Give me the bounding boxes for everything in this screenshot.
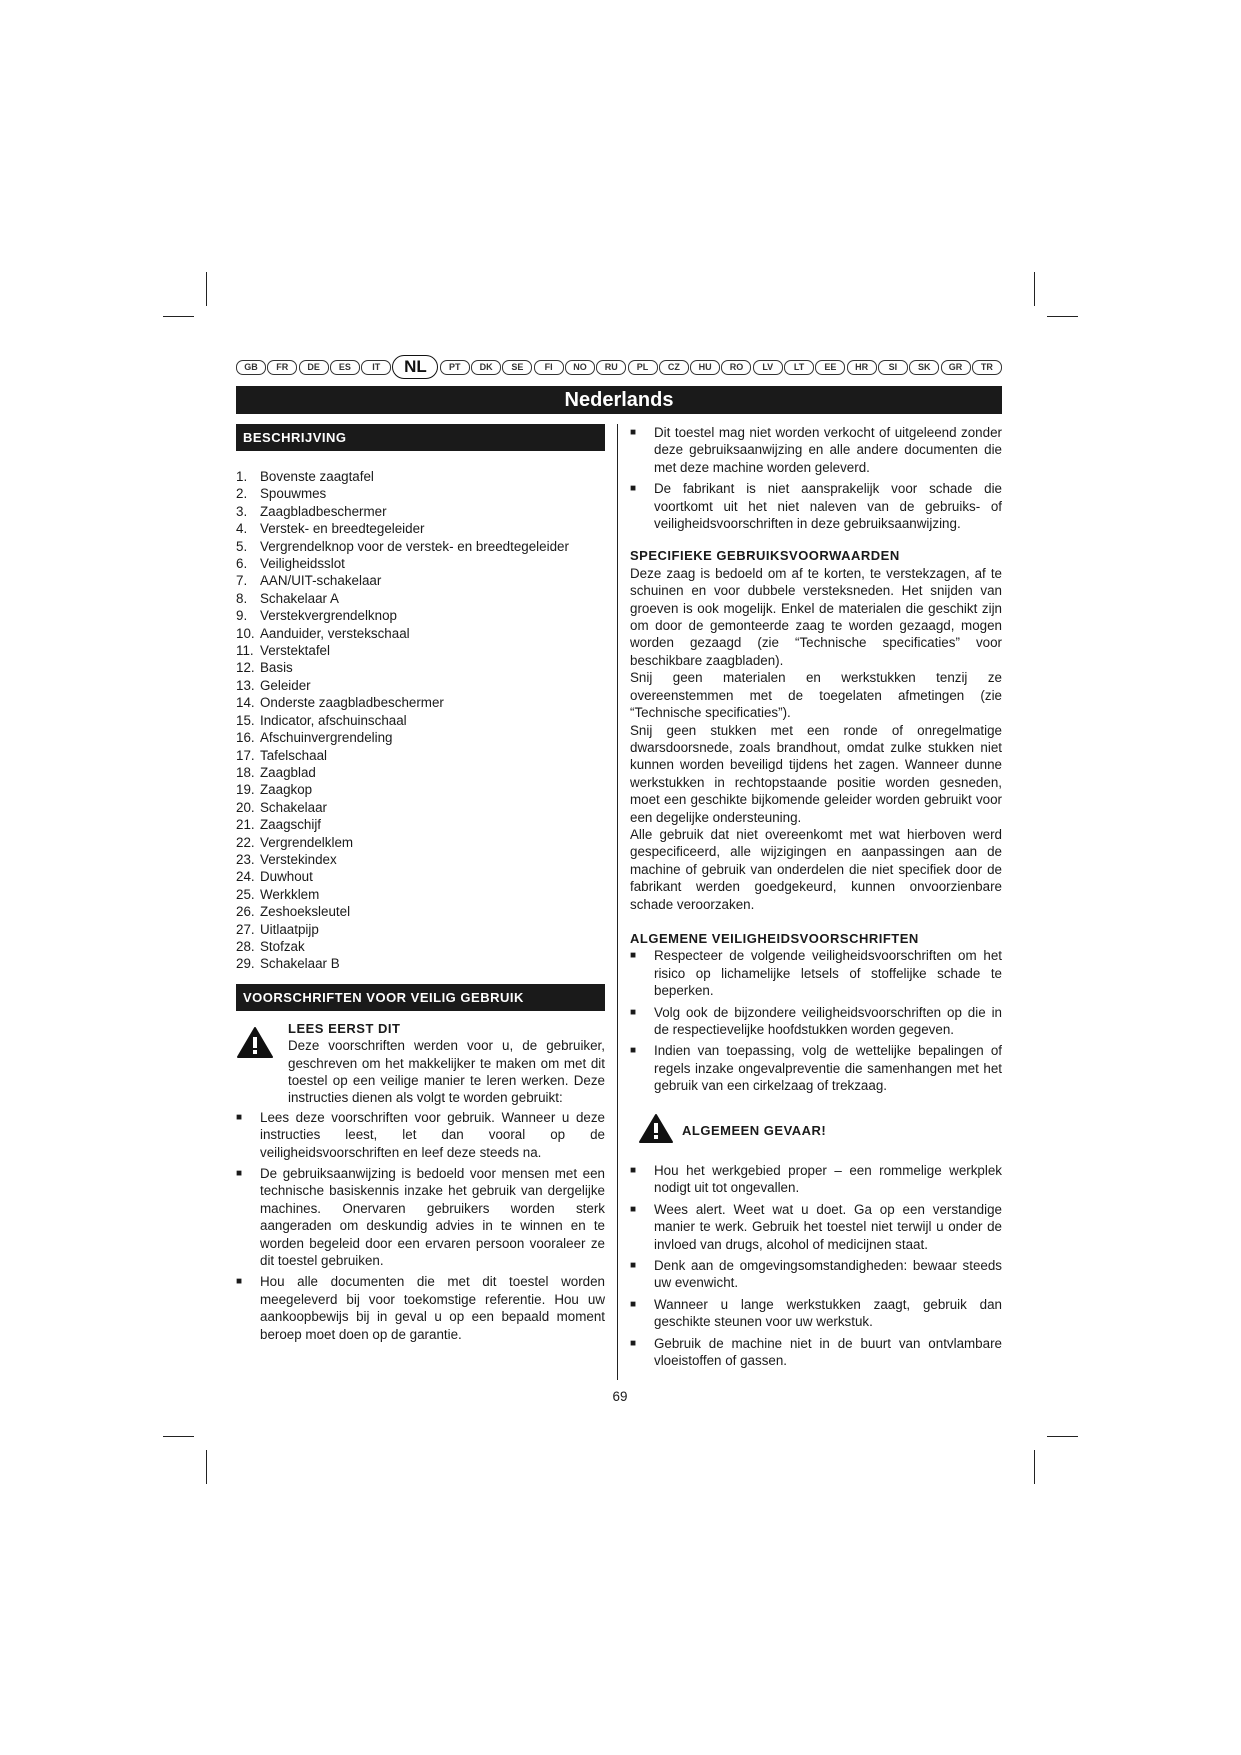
language-de: DE xyxy=(299,360,329,375)
item-label: Spouwmes xyxy=(260,486,327,502)
general-danger-title: ALGEMEEN GEVAAR! xyxy=(682,1122,827,1138)
bullet-text: Denk aan de omgevingsomstandigheden: bewaar steeds uw evenwicht. xyxy=(654,1258,1002,1291)
language-se: SE xyxy=(502,360,532,375)
item-label: Zaagkop xyxy=(260,782,313,798)
parts-list-item xyxy=(236,764,605,781)
item-label: Werkklem xyxy=(260,886,320,902)
language-fi: FI xyxy=(534,360,564,375)
bullet-item xyxy=(630,1257,1002,1292)
parts-list-item xyxy=(236,538,605,555)
item-number: 16. xyxy=(236,730,255,746)
square-bullet-icon: ■ xyxy=(630,1203,637,1215)
language-lv: LV xyxy=(753,360,783,375)
bullet-text: De gebruiksaanwijzing is bedoeld voor mensen met een technische basiskennis inzake het gebruik van dergelijke machines. Onervaren gebruikers worden sterk aangeraden om deskundig advies in te winnen en te worden begeleid door een ervaren persoon vooraleer ze dit toestel gebruiken. xyxy=(260,1166,605,1269)
bullet-item xyxy=(630,1162,1002,1197)
item-label: Zaagbladbeschermer xyxy=(260,503,387,519)
page-number: 69 xyxy=(612,1389,628,1404)
square-bullet-icon: ■ xyxy=(630,1260,637,1272)
section-heading-voorschriften: VOORSCHRIFTEN VOOR VEILIG GEBRUIK xyxy=(236,984,605,1011)
item-label: Veiligheidsslot xyxy=(260,556,345,572)
square-bullet-icon: ■ xyxy=(630,1165,637,1177)
paragraph: Alle gebruik dat niet overeenkomt met wat hierboven werd gespecificeerd, alle wijzigingen en aanpassingen aan de machine of gebruik van onderdelen die niet specifiek door de fabrikant werden goedgekeurd, kunnen onvoorzienbare schade veroorzaken. xyxy=(630,826,1002,912)
bullet-item xyxy=(236,1165,605,1269)
item-number: 3. xyxy=(236,503,248,519)
item-number: 27. xyxy=(236,921,255,937)
item-number: 20. xyxy=(236,799,255,815)
item-number: 1. xyxy=(236,469,248,484)
language-pl: PL xyxy=(628,360,658,375)
parts-list-item xyxy=(236,886,605,903)
bullet-text: Hou alle documenten die met dit toestel worden meegeleverd bij voor toekomstige referentie. Hou uw aankoopbewijs bij in geval u op een bepaald moment beroep moet doen op de garantie. xyxy=(260,1274,605,1342)
column-divider xyxy=(617,424,618,1380)
item-label: Uitlaatpijp xyxy=(260,921,319,937)
square-bullet-icon: ■ xyxy=(630,427,637,438)
bullet-item xyxy=(630,424,1002,476)
parts-list-item xyxy=(236,903,605,920)
bullet-item xyxy=(236,1109,605,1161)
parts-list-item xyxy=(236,868,605,885)
language-lt: LT xyxy=(784,360,814,375)
section-heading-algemene: ALGEMENE VEILIGHEIDSVOORSCHRIFTEN xyxy=(630,930,919,946)
item-number: 10. xyxy=(236,625,255,641)
warning-triangle-icon xyxy=(236,1020,288,1107)
usage-bullets xyxy=(236,1109,605,1343)
parts-list-item xyxy=(236,520,605,537)
parts-list-item xyxy=(236,955,605,972)
general-danger-bullets xyxy=(630,1162,1002,1369)
parts-list-item xyxy=(236,799,605,816)
parts-list-item xyxy=(236,642,605,659)
bullet-text: Dit toestel mag niet worden verkocht of uitgeleend zonder deze gebruiksaanwijzing en alle andere documenten die met deze machine worden geleverd. xyxy=(654,425,1002,475)
parts-list-item xyxy=(236,555,605,572)
crop-mark xyxy=(1034,272,1035,306)
language-ee: EE xyxy=(815,360,845,375)
item-number: 8. xyxy=(236,590,248,606)
bullet-text: Indien van toepassing, volg de wettelijke bepalingen of regels inzake ongevalpreventie die samenhangen met het gebruik van een cirkelzaag of trekzaag. xyxy=(654,1043,1002,1094)
item-number: 13. xyxy=(236,677,255,693)
bullet-item xyxy=(630,1201,1002,1253)
language-ru: RU xyxy=(596,360,626,375)
section-heading-beschrijving: BESCHRIJVING xyxy=(236,424,605,451)
item-label: Schakelaar A xyxy=(260,590,339,606)
specific-conditions-text xyxy=(630,565,1002,913)
item-number: 18. xyxy=(236,764,255,780)
right-column xyxy=(630,424,1002,1374)
language-si: SI xyxy=(878,360,908,375)
parts-list-item xyxy=(236,468,605,485)
item-label: Verstek- en breedtegeleider xyxy=(260,521,425,537)
parts-list-item xyxy=(236,712,605,729)
square-bullet-icon: ■ xyxy=(630,483,637,495)
square-bullet-icon: ■ xyxy=(630,1045,637,1057)
bullet-item xyxy=(630,1296,1002,1331)
item-label: Schakelaar B xyxy=(260,956,340,972)
item-number: 6. xyxy=(236,556,248,572)
language-gr: GR xyxy=(941,360,971,375)
parts-list-item xyxy=(236,851,605,868)
read-first-text: Deze voorschriften werden voor u, de gebruiker, geschreven om het makkelijker te maken om met dit toestel op een veilige manier te leren werken. Deze instructies dienen als volgt te worden gebruikt: xyxy=(288,1038,605,1106)
item-label: Afschuinvergrendeling xyxy=(260,730,393,746)
item-number: 11. xyxy=(236,643,254,659)
language-hr: HR xyxy=(847,360,877,375)
bullet-text: Respecteer de volgende veiligheidsvoorschriften om het risico op lichamelijke letsels of stoffelijke schade te beperken. xyxy=(654,948,1002,999)
item-number: 19. xyxy=(236,782,255,798)
language-sk: SK xyxy=(909,360,939,375)
language-it: IT xyxy=(361,360,391,375)
item-label: Verstekvergrendelknop xyxy=(260,608,397,624)
item-number: 14. xyxy=(236,695,255,711)
bullet-item xyxy=(630,947,1002,999)
read-first-title: LEES EERST DIT xyxy=(288,1020,401,1036)
bullet-text: Wanneer u lange werkstukken zaagt, gebruik dan geschikte steunen voor uw werkstuk. xyxy=(654,1296,1002,1330)
paragraph: Snij geen stukken met een ronde of onregelmatige dwarsdoorsnede, zoals brandhout, omdat zulke stukken niet kunnen worden beveiligd tijdens het zagen. Wanneer dunne werkstukken in rechtopstaande positie worden gesneden, moet een geschikte bijkomende geleider worden gebruikt voor een degelijke ondersteuning. xyxy=(630,722,1002,825)
item-number: 24. xyxy=(236,869,255,885)
top-bullets xyxy=(630,424,1002,532)
parts-list-item xyxy=(236,607,605,624)
square-bullet-icon: ■ xyxy=(236,1111,243,1123)
item-number: 5. xyxy=(236,538,248,554)
crop-mark xyxy=(206,272,207,306)
item-label: Schakelaar xyxy=(260,799,327,815)
item-label: Vergrendelklem xyxy=(260,834,354,850)
item-label: Zaagblad xyxy=(260,764,316,780)
item-label: Duwhout xyxy=(260,869,313,885)
parts-list-item xyxy=(236,921,605,938)
item-number: 17. xyxy=(236,747,255,763)
item-number: 21. xyxy=(236,817,255,833)
page-title: Nederlands xyxy=(236,386,1002,414)
read-first-block xyxy=(236,1020,605,1107)
item-number: 2. xyxy=(236,486,248,502)
parts-list-item xyxy=(236,677,605,694)
item-number: 26. xyxy=(236,904,255,920)
parts-list xyxy=(236,468,605,973)
language-nl: NL xyxy=(392,355,438,379)
item-label: Verstektafel xyxy=(260,643,330,659)
crop-mark xyxy=(1047,316,1078,317)
item-label: Indicator, afschuinschaal xyxy=(260,712,407,728)
language-bar xyxy=(236,355,1002,379)
parts-list-item xyxy=(236,816,605,833)
bullet-item xyxy=(630,480,1002,532)
square-bullet-icon: ■ xyxy=(236,1276,243,1288)
crop-mark xyxy=(163,1436,194,1437)
item-label: Zeshoeksleutel xyxy=(260,904,351,920)
item-number: 9. xyxy=(236,608,248,624)
item-number: 25. xyxy=(236,886,255,902)
language-es: ES xyxy=(330,360,360,375)
item-label: Zaagschijf xyxy=(260,817,322,833)
paragraph: Deze zaag is bedoeld om af te korten, te verstekzagen, af te schuinen en voor dubbele versteksneden. Het snijden van groeven is ook mogelijk. Enkel de materialen die geschikt zijn om door de gemonteerde zaag te worden gezaagd, mogen worden gezaagd (zie “Technische specificaties” voor beschikbare zaagbladen). xyxy=(630,565,1002,668)
bullet-text: Volg ook de bijzondere veiligheidsvoorschriften op die in de respectievelijke hoofdstukken worden gegeven. xyxy=(654,1004,1002,1037)
square-bullet-icon: ■ xyxy=(630,1298,637,1310)
bullet-text: De fabrikant is niet aansprakelijk voor schade die voortkomt uit het niet naleven van de gebruiks- of veiligheidsvoorschriften in deze gebruiksaanwijzing. xyxy=(654,481,1002,532)
item-label: Onderste zaagbladbeschermer xyxy=(260,695,444,711)
item-label: Verstekindex xyxy=(260,851,337,867)
square-bullet-icon: ■ xyxy=(236,1168,243,1180)
warning-triangle-icon xyxy=(638,1113,674,1148)
item-label: Tafelschaal xyxy=(260,747,327,763)
language-tr: TR xyxy=(972,360,1002,375)
parts-list-item xyxy=(236,938,605,955)
parts-list-item xyxy=(236,572,605,589)
language-hu: HU xyxy=(690,360,720,375)
item-number: 15. xyxy=(236,712,255,728)
section-heading-specifieke: SPECIFIEKE GEBRUIKSVOORWAARDEN xyxy=(630,548,900,564)
bullet-text: Gebruik de machine niet in de buurt van ontvlambare vloeistoffen of gassen. xyxy=(654,1335,1002,1369)
item-number: 29. xyxy=(236,956,255,972)
paragraph: Snij geen materialen en werkstukken tenzij ze overeenstemmen met de toegelaten afmetingen (zie “Technische specificaties”). xyxy=(630,670,1002,721)
item-label: Vergrendelknop voor de verstek- en breedtegeleider xyxy=(260,538,569,554)
crop-mark xyxy=(206,1450,207,1484)
left-column xyxy=(236,424,605,1347)
item-number: 22. xyxy=(236,834,255,850)
bullet-item xyxy=(630,1004,1002,1039)
parts-list-item xyxy=(236,781,605,798)
square-bullet-icon: ■ xyxy=(630,1337,637,1349)
crop-mark xyxy=(1047,1436,1078,1437)
item-label: Basis xyxy=(260,660,293,676)
language-pt: PT xyxy=(440,360,470,375)
bullet-item xyxy=(630,1335,1002,1370)
language-gb: GB xyxy=(236,360,266,375)
bullet-item xyxy=(630,1042,1002,1094)
parts-list-item xyxy=(236,729,605,746)
bullet-text: Lees deze voorschriften voor gebruik. Wanneer u deze instructies leest, let dan vooral op de veiligheidsvoorschriften en leef deze steeds na. xyxy=(260,1109,605,1160)
item-number: 12. xyxy=(236,660,255,676)
item-number: 7. xyxy=(236,573,248,589)
parts-list-item xyxy=(236,834,605,851)
item-label: Bovenste zaagtafel xyxy=(260,469,374,484)
item-number: 23. xyxy=(236,851,255,867)
parts-list-item xyxy=(236,590,605,607)
parts-list-item xyxy=(236,747,605,764)
parts-list-item xyxy=(236,659,605,676)
item-number: 28. xyxy=(236,938,255,954)
item-number: 4. xyxy=(236,521,248,537)
language-no: NO xyxy=(565,360,595,375)
bullet-item xyxy=(236,1273,605,1343)
item-label: Geleider xyxy=(260,677,311,693)
square-bullet-icon: ■ xyxy=(630,950,637,962)
language-dk: DK xyxy=(471,360,501,375)
language-cz: CZ xyxy=(659,360,689,375)
general-safety-bullets xyxy=(630,947,1002,1094)
general-danger-heading xyxy=(638,1113,1002,1148)
square-bullet-icon: ■ xyxy=(630,1006,637,1018)
language-ro: RO xyxy=(721,360,751,375)
bullet-text: Wees alert. Weet wat u doet. Ga op een verstandige manier te werk. Gebruik het toestel niet terwijl u onder de invloed van drugs, alcohol of medicijnen staat. xyxy=(654,1201,1002,1252)
item-label: AAN/UIT-schakelaar xyxy=(260,573,382,589)
item-label: Stofzak xyxy=(260,938,305,954)
parts-list-item xyxy=(236,625,605,642)
language-fr: FR xyxy=(267,360,297,375)
parts-list-item xyxy=(236,694,605,711)
bullet-text: Hou het werkgebied proper – een rommelige werkplek nodigt uit tot ongevallen. xyxy=(654,1163,1002,1196)
crop-mark xyxy=(1034,1450,1035,1484)
item-label: Aanduider, verstekschaal xyxy=(260,625,410,641)
parts-list-item xyxy=(236,485,605,502)
crop-mark xyxy=(163,316,194,317)
parts-list-item xyxy=(236,503,605,520)
